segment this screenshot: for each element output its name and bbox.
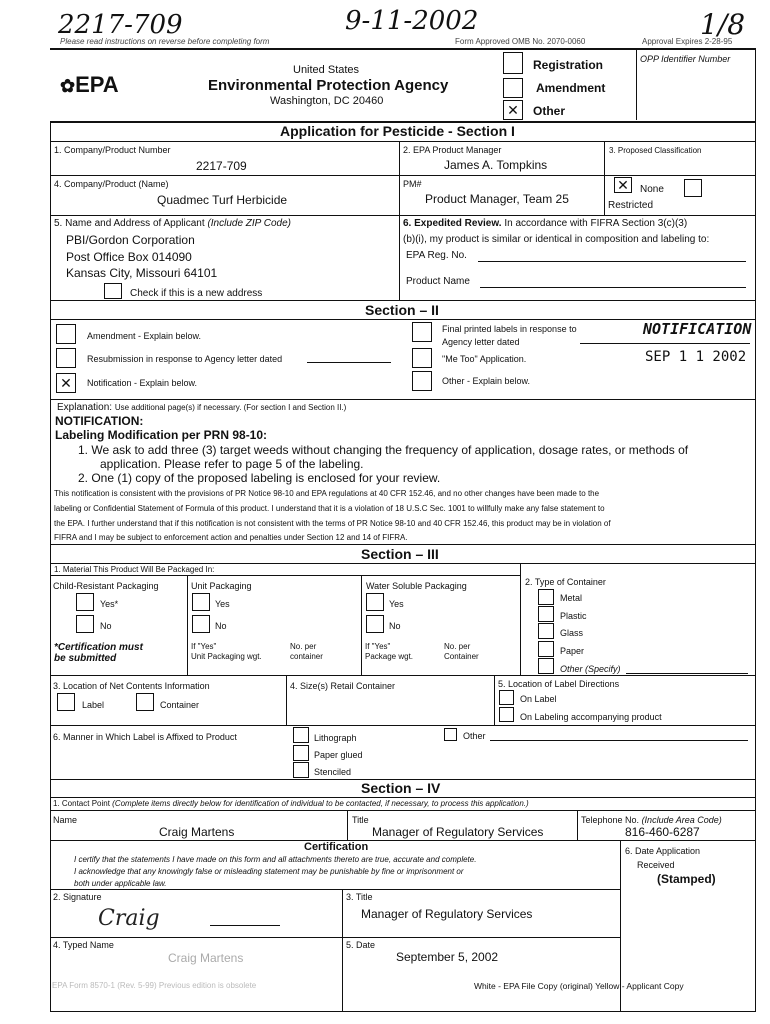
pm-number[interactable]: Product Manager, Team 25: [425, 192, 569, 206]
child-resistant-yes-checkbox[interactable]: [76, 593, 94, 611]
final-labels-checkbox[interactable]: [412, 322, 432, 342]
child-resistant-yes-label: Yes*: [100, 599, 119, 609]
notification-stamp: NOTIFICATION: [643, 320, 752, 338]
typed-name-label: 4. Typed Name: [53, 940, 114, 950]
net-label-label: Label: [82, 700, 105, 710]
stamp-date: SEP 1 1 2002: [645, 349, 747, 365]
label-directions-label: 5. Location of Label Directions: [498, 679, 620, 689]
glass-checkbox[interactable]: [538, 623, 554, 639]
final-labels-label: Final printed labels in response to: [442, 324, 577, 334]
applicant-line-3[interactable]: Kansas City, Missouri 64101: [66, 266, 218, 280]
unit-no-per: No. per container: [290, 642, 323, 661]
net-label-checkbox[interactable]: [57, 693, 75, 711]
amendment-checkbox[interactable]: [503, 78, 523, 98]
explanation-item-1: 1. We ask to add three (3) target weeds without changing the frequency of application, dosage rates, or methods of: [78, 443, 689, 457]
certification-text-2: I acknowledge that any knowingly false or misleading statement may be punishable by fine or imprisonment or: [74, 867, 464, 876]
pm-number-label: PM#: [403, 179, 422, 189]
header-agency: Environmental Protection Agency: [208, 77, 449, 94]
registration-label: Registration: [533, 58, 604, 72]
amendment-explain-checkbox[interactable]: [56, 324, 76, 344]
water-no-per: No. per Container: [444, 642, 479, 661]
metal-label: Metal: [560, 593, 583, 603]
manner-other-label: Other: [463, 731, 486, 741]
lithograph-label: Lithograph: [314, 733, 357, 743]
contact-name-label: Name: [53, 815, 78, 825]
paper-glued-checkbox[interactable]: [293, 745, 309, 761]
water-if-yes: If "Yes" Package wgt.: [365, 642, 414, 661]
received-label: Received: [637, 860, 675, 870]
product-manager[interactable]: James A. Tompkins: [444, 158, 548, 172]
expedited-review-text-2: (b)(i), my product is similar or identical in composition and labeling to:: [403, 234, 710, 245]
labeling-heading: Labeling Modification per PRN 98-10:: [55, 428, 268, 442]
glass-label: Glass: [560, 628, 584, 638]
metal-checkbox[interactable]: [538, 589, 554, 605]
form-approved: Form Approved OMB No. 2070-0060: [455, 37, 586, 46]
me-too-label: "Me Too" Application.: [442, 354, 527, 364]
company-product-name-label: 4. Company/Product (Name): [54, 179, 169, 189]
notification-heading: NOTIFICATION:: [55, 414, 144, 428]
handwritten-date: 9-11-2002: [345, 6, 479, 36]
amendment-label: Amendment: [536, 81, 606, 95]
unit-packaging-no-label: No: [215, 621, 227, 631]
unit-packaging-yes-checkbox[interactable]: [192, 593, 210, 611]
paper-glued-label: Paper glued: [314, 750, 363, 760]
resubmission-date-field[interactable]: [307, 362, 391, 363]
cert-statement-1: This notification is consistent with the provisions of PR Notice 98-10 and EPA regulations at 40 CFR 152.46, and no other changes have been made to the: [54, 489, 600, 498]
notification-label: Notification - Explain below.: [87, 378, 198, 388]
contact-title[interactable]: Manager of Regulatory Services: [372, 825, 544, 839]
new-address-checkbox[interactable]: [104, 283, 122, 299]
plastic-checkbox[interactable]: [538, 606, 554, 622]
product-name-field[interactable]: [480, 287, 746, 288]
product-name-label: Product Name: [406, 276, 470, 287]
stenciled-checkbox[interactable]: [293, 762, 309, 778]
unit-packaging-no-checkbox[interactable]: [192, 615, 210, 633]
none-check-mark: ✕: [617, 177, 629, 193]
approval-expires: Approval Expires 2-28-95: [642, 37, 733, 46]
paper-checkbox[interactable]: [538, 641, 554, 657]
epa-reg-no-label: EPA Reg. No.: [406, 250, 467, 261]
cert-statement-4: FIFRA and I may be subject to enforcement action and penalties under Section 12 and 14 of FIFRA.: [54, 533, 408, 542]
date-application-label: 6. Date Application: [625, 846, 701, 856]
certification-text-1: I certify that the statements I have made on this form and all attachments thereto are true, accurate and complete.: [74, 855, 477, 864]
flower-icon: ✿: [60, 76, 76, 96]
date-value[interactable]: September 5, 2002: [396, 950, 499, 964]
other-specify-field[interactable]: [626, 673, 748, 674]
signature-label: 2. Signature: [53, 892, 102, 902]
other-specify-checkbox[interactable]: [538, 658, 554, 674]
header-country: United States: [293, 64, 360, 76]
cert-statement-2: labeling or Confidential Statement of Formula of this product. I understand that it is a violation of 18 U.S.C Sec. 1001 to willfully make any false statement to: [54, 504, 605, 513]
resubmission-checkbox[interactable]: [56, 348, 76, 368]
other-explain-checkbox[interactable]: [412, 371, 432, 391]
on-label-checkbox[interactable]: [499, 690, 514, 705]
paper-label: Paper: [560, 646, 585, 656]
amendment-explain-label: Amendment - Explain below.: [87, 331, 202, 341]
stenciled-label: Stenciled: [314, 767, 352, 777]
certification-heading: Certification: [304, 841, 369, 853]
company-product-number-label: 1. Company/Product Number: [54, 145, 171, 155]
applicant-line-1[interactable]: PBI/Gordon Corporation: [66, 233, 195, 247]
telephone-number[interactable]: 816-460-6287: [625, 825, 700, 839]
notification-check-mark: ✕: [60, 375, 72, 391]
section-2-title: Section – II: [365, 302, 439, 318]
other-specify-label: Other (Specify): [560, 664, 621, 674]
product-manager-label: 2. EPA Product Manager: [403, 145, 502, 155]
form-title: Application for Pesticide - Section I: [280, 123, 515, 139]
other-check-mark: ✕: [507, 102, 519, 118]
me-too-checkbox[interactable]: [412, 348, 432, 368]
new-address-label: Check if this is a new address: [130, 288, 263, 299]
explanation-item-2: 2. One (1) copy of the proposed labeling is enclosed for your review.: [78, 471, 441, 485]
net-container-checkbox[interactable]: [136, 693, 154, 711]
applicant-line-2[interactable]: Post Office Box 014090: [66, 250, 192, 264]
other-explain-label: Other - Explain below.: [442, 376, 531, 386]
title-3-label: 3. Title: [346, 892, 373, 902]
cert-statement-3: the EPA. I further understand that if this notification is not consistent with the terms of PR Notice 98-10 and 40 CFR 152.46, this product may be in violation of: [54, 519, 611, 528]
proposed-classification-label: 3. Proposed Classification: [609, 146, 702, 155]
opp-identifier-label: OPP Identifier Number: [640, 54, 731, 64]
epa-reg-no-field[interactable]: [478, 261, 746, 262]
on-labeling-checkbox[interactable]: [499, 707, 514, 722]
none-label: None: [640, 184, 664, 195]
unit-packaging-label: Unit Packaging: [191, 581, 252, 591]
unit-if-yes: If "Yes" Unit Packaging wgt.: [191, 642, 262, 661]
footer-left: EPA Form 8570-1 (Rev. 5-99) Previous edition is obsolete: [52, 981, 257, 990]
water-soluble-label: Water Soluble Packaging: [366, 581, 467, 591]
resubmission-label: Resubmission in response to Agency letter dated: [87, 354, 283, 364]
contact-title-label: Title: [352, 815, 369, 825]
water-soluble-yes-label: Yes: [389, 599, 404, 609]
contact-point-label: 1. Contact Point (Complete items directly below for identification of individual to be contacted, if necessary, to process this application.): [53, 799, 529, 808]
other-label: Other: [533, 104, 566, 118]
handwritten-page: 1/8: [700, 8, 746, 41]
applicant-label: 5. Name and Address of Applicant (Include ZIP Code): [54, 218, 291, 229]
location-net-contents-label: 3. Location of Net Contents Information: [53, 681, 210, 691]
type-container-label: 2. Type of Container: [525, 577, 606, 587]
company-product-number[interactable]: 2217-709: [196, 159, 247, 173]
water-soluble-yes-checkbox[interactable]: [366, 593, 384, 611]
net-container-label: Container: [160, 700, 200, 710]
expedited-review-text: 6. Expedited Review. In accordance with FIFRA Section 3(c)(3): [403, 218, 688, 229]
manner-other-field[interactable]: [490, 740, 748, 741]
header-city: Washington, DC 20460: [270, 95, 384, 107]
on-label-label: On Label: [520, 694, 557, 704]
restricted-label: Restricted: [608, 200, 654, 211]
footer-right: White - EPA File Copy (original) Yellow - Applicant Copy: [474, 981, 684, 991]
on-labeling-label: On Labeling accompanying product: [520, 712, 662, 722]
section-3-title: Section – III: [361, 546, 439, 562]
child-resistant-no-checkbox[interactable]: [76, 615, 94, 633]
material-label: 1. Material This Product Will Be Packaged In:: [54, 565, 215, 574]
water-soluble-no-checkbox[interactable]: [366, 615, 384, 633]
signature[interactable]: Craig: [98, 906, 160, 931]
water-soluble-no-label: No: [389, 621, 401, 631]
stamped-label: (Stamped): [657, 872, 716, 886]
explanation-header: Explanation: Use additional page(s) if necessary. (For section I and Section II.): [57, 402, 347, 413]
date-label: 5. Date: [346, 940, 376, 950]
child-resistant-no-label: No: [100, 621, 112, 631]
retail-sizes-label: 4. Size(s) Retail Container: [290, 681, 396, 691]
title-3-value[interactable]: Manager of Regulatory Services: [361, 907, 533, 921]
manner-label: 6. Manner in Which Label is Affixed to Product: [53, 732, 237, 742]
certification-text-3: both under applicable law.: [74, 879, 167, 888]
contact-name[interactable]: Craig Martens: [159, 825, 235, 839]
final-labels-label-2: Agency letter dated: [442, 337, 520, 347]
certification-must-note: *Certification must be submitted: [54, 642, 143, 664]
typed-name[interactable]: Craig Martens: [168, 951, 244, 965]
handwritten-reg-number: 2217-709: [58, 10, 183, 40]
company-product-name[interactable]: Quadmec Turf Herbicide: [157, 193, 288, 207]
lithograph-checkbox[interactable]: [293, 727, 309, 743]
epa-logo: ✿EPA: [60, 72, 119, 97]
unit-packaging-yes-label: Yes: [215, 599, 230, 609]
registration-checkbox[interactable]: [503, 52, 523, 74]
section-4-title: Section – IV: [361, 780, 441, 796]
child-resistant-label: Child-Resistant Packaging: [53, 581, 159, 591]
plastic-label: Plastic: [560, 611, 587, 621]
explanation-item-1b: application. Please refer to page 5 of the labeling.: [100, 457, 364, 471]
restricted-checkbox[interactable]: [684, 179, 702, 197]
top-note: Please read instructions on reverse before completing form: [60, 37, 270, 46]
telephone-label: Telephone No. (Include Area Code): [581, 815, 722, 825]
manner-other-checkbox[interactable]: [444, 728, 457, 741]
